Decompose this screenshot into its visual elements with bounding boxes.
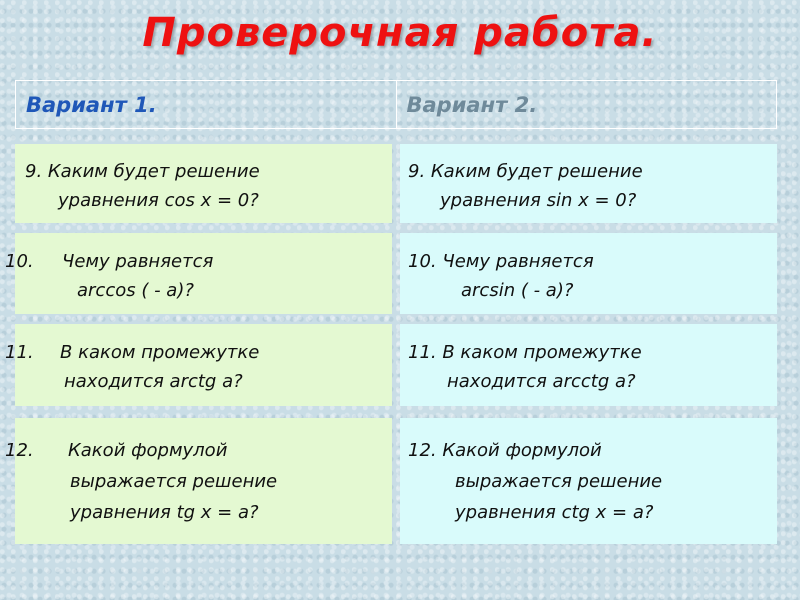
v2-question-12 bbox=[400, 418, 777, 544]
v1-q11-line1: В каком промежутке bbox=[60, 342, 260, 363]
v2-q12-line3: уравнения ctg x = a? bbox=[455, 502, 654, 523]
page-title: Проверочная работа. bbox=[142, 10, 658, 56]
v2-q12-line2: выражается решение bbox=[455, 471, 663, 492]
v1-question-9 bbox=[15, 144, 392, 223]
v1-question-12 bbox=[5, 418, 392, 544]
v1-q11-line2: находится arctg a? bbox=[64, 371, 243, 392]
v2-q11-line2: находится arcctg a? bbox=[447, 371, 636, 392]
v1-q9-line1: 9. Каким будет решение bbox=[25, 161, 260, 182]
variant1-header: Вариант 1. bbox=[16, 81, 397, 128]
v1-q11-number: 11. bbox=[5, 342, 34, 363]
v1-q9-line2: уравнения cos x = 0? bbox=[58, 190, 259, 211]
v1-q10-number: 10. bbox=[5, 251, 34, 272]
variant2-header: Вариант 2. bbox=[406, 92, 538, 117]
v1-q12-number: 12. bbox=[5, 440, 34, 461]
v1-q12-line2: выражается решение bbox=[70, 471, 278, 492]
v1-question-10 bbox=[5, 233, 392, 314]
v2-question-10 bbox=[400, 233, 777, 314]
v2-q11-line1: 11. В каком промежутке bbox=[408, 342, 642, 363]
v2-q9-line2: уравнения sin x = 0? bbox=[440, 190, 637, 211]
variant-header-table bbox=[15, 80, 777, 129]
v1-q12-line1: Какой формулой bbox=[68, 440, 228, 461]
v2-question-9 bbox=[400, 144, 777, 223]
v1-q12-line3: уравнения tg x = a? bbox=[70, 502, 259, 523]
v2-question-11 bbox=[400, 324, 777, 406]
v1-question-11 bbox=[5, 324, 392, 406]
v1-q10-line1: Чему равняется bbox=[62, 251, 214, 272]
v2-q9-line1: 9. Каким будет решение bbox=[408, 161, 643, 182]
v2-q10-line1: 10. Чему равняется bbox=[408, 251, 594, 272]
v2-q10-line2: arcsin ( - a)? bbox=[461, 280, 574, 301]
v2-q12-line1: 12. Какой формулой bbox=[408, 440, 602, 461]
v1-q10-line2: arccos ( - a)? bbox=[77, 280, 194, 301]
